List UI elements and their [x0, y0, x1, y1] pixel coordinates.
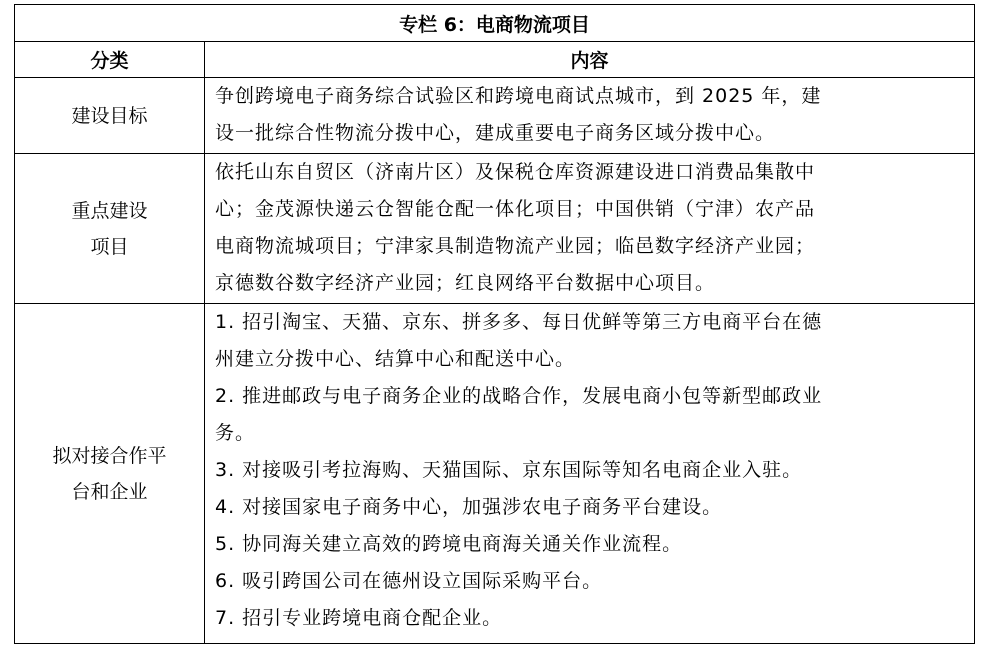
- row-category: [15, 304, 205, 644]
- content-line: 争创跨境电子商务综合试验区和跨境电商试点城市，到 2025 年，建: [215, 85, 822, 107]
- content-line: 7. 招引专业跨境电商仓配企业。: [215, 607, 503, 629]
- content-line: 1. 招引淘宝、天猫、京东、拼多多、每日优鲜等第三方电商平台在德: [215, 311, 823, 333]
- content-line: 设一批综合性物流分拨中心，建成重要电子商务区域分拨中心。: [215, 122, 776, 144]
- row-content: [205, 304, 975, 644]
- content-line: 6. 吸引跨国公司在德州设立国际采购平台。: [215, 570, 603, 592]
- header-row: [15, 42, 975, 78]
- content-line: 心；金茂源快递云仓智能仓配一体化项目；中国供销（宁津）农产品: [215, 198, 816, 220]
- content-line: 5. 协同海关建立高效的跨境电商海关通关作业流程。: [215, 533, 683, 555]
- table-title: 专栏 6：电商物流项目: [15, 5, 975, 42]
- row-content: [205, 78, 975, 154]
- table-row: [15, 154, 975, 304]
- row-content: [205, 154, 975, 304]
- category-line: 项目: [90, 235, 129, 258]
- table-row: [15, 304, 975, 644]
- table-row: [15, 78, 975, 154]
- content-line: 州建立分拨中心、结算中心和配送中心。: [215, 348, 576, 370]
- header-category: 分类: [15, 42, 205, 78]
- row-category: [15, 78, 205, 154]
- title-row: [15, 5, 975, 42]
- content-line: 4. 对接国家电子商务中心，加强涉农电子商务平台建设。: [215, 496, 723, 518]
- category-line: 拟对接合作平: [52, 444, 167, 467]
- header-content: 内容: [205, 42, 975, 78]
- row-category: [15, 154, 205, 304]
- content-line: 依托山东自贸区（济南片区）及保税仓库资源建设进口消费品集散中: [215, 161, 816, 183]
- content-line: 京德数谷数字经济产业园；红良网络平台数据中心项目。: [215, 272, 716, 294]
- category-line: 重点建设: [71, 199, 148, 222]
- content-line: 务。: [215, 422, 256, 444]
- content-line: 3. 对接吸引考拉海购、天猫国际、京东国际等知名电商企业入驻。: [215, 459, 803, 481]
- content-line: 电商物流城项目；宁津家具制造物流产业园；临邑数字经济产业园；: [215, 235, 816, 257]
- category-line: 台和企业: [71, 480, 148, 503]
- project-table: [14, 4, 975, 644]
- category-line: 建设目标: [71, 104, 148, 127]
- content-line: 2. 推进邮政与电子商务企业的战略合作，发展电商小包等新型邮政业: [215, 385, 823, 407]
